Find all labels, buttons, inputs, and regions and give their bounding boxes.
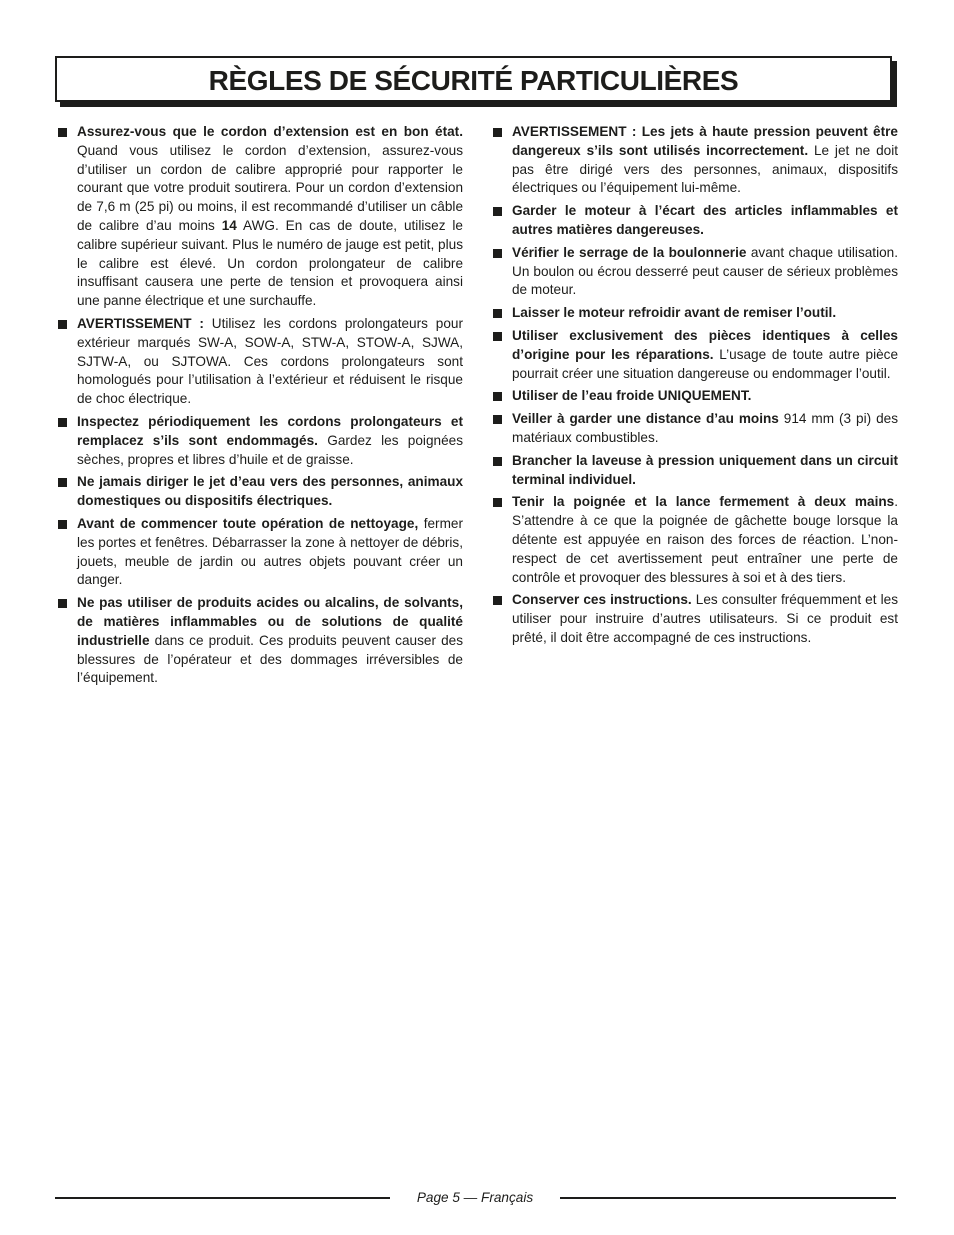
rule-body-text: avant chaque utilisation. Un boulon ou écrou desserré peut causer de sérieux problèmes de moteur. xyxy=(512,244,898,298)
footer-divider-right xyxy=(560,1197,896,1199)
rule-emphasis-text: Ne jamais diriger le jet d’eau vers des personnes, animaux domestiques ou dispositifs électriques. xyxy=(77,474,463,509)
rule-emphasis-text: Tenir la poignée et la lance fermement à deux mains xyxy=(512,494,895,510)
safety-rule-item xyxy=(58,515,463,590)
rule-body-text: Le jet ne doit pas être dirigé vers des personnes, animaux, dispositifs électriques ou l’équipement lui-même. xyxy=(512,142,899,196)
square-bullet-icon xyxy=(58,320,67,329)
square-bullet-icon xyxy=(58,128,67,137)
safety-rule-item xyxy=(58,123,463,311)
square-bullet-icon xyxy=(493,332,502,341)
square-bullet-icon xyxy=(493,596,502,605)
safety-rule-item xyxy=(493,327,898,383)
rule-emphasis-text: Brancher la laveuse à pression uniquement dans un circuit terminal individuel. xyxy=(512,452,898,487)
left-column-rules xyxy=(58,123,463,692)
rule-body-text: AWG. En cas de doute, utilisez le calibre supérieur suivant. Plus le numéro de jauge est petit, plus le calibre est élevé. Un cordon prolongateur de calibre insuffisant causera une perte de tension et provoquera ainsi une panne électrique et une surchauffe. xyxy=(77,217,463,309)
safety-rule-item xyxy=(493,123,898,198)
rule-emphasis-text: Utiliser de l’eau froide UNIQUEMENT. xyxy=(512,388,752,404)
square-bullet-icon xyxy=(493,457,502,466)
rule-emphasis-text: Avant de commencer toute opération de nettoyage, xyxy=(77,515,419,531)
rule-body-text: Utilisez les cordons prolongateurs pour extérieur marqués SW-A, SOW-A, STW-A, STOW-A, SJWA, SJTW-A, ou SJTOWA. Ces cordons prolongateurs sont homologués pour l’utilisation à l’extérieur et réduisent le risque de choc électrique. xyxy=(77,315,463,407)
square-bullet-icon xyxy=(58,520,67,529)
page-number-label: Page 5 — Français xyxy=(416,1190,534,1205)
square-bullet-icon xyxy=(58,418,67,427)
rule-emphasis-text: AVERTISSEMENT : Les jets à haute pression peuvent être dangereux s’ils sont utilisés incorrectement. xyxy=(512,124,898,158)
right-column-rules xyxy=(493,123,898,652)
rule-emphasis-text: Conserver ces instructions. xyxy=(512,592,692,608)
page-footer xyxy=(55,1188,896,1208)
safety-rule-item xyxy=(493,591,898,647)
section-title-box xyxy=(55,56,892,102)
safety-rule-item xyxy=(58,594,463,688)
square-bullet-icon xyxy=(493,249,502,258)
rule-emphasis-text: 14 xyxy=(221,217,237,233)
square-bullet-icon xyxy=(493,415,502,424)
square-bullet-icon xyxy=(493,128,502,137)
rule-emphasis-text: Inspectez périodiquement les cordons prolongateurs et remplacez s’ils sont endommagés. xyxy=(77,413,463,448)
square-bullet-icon xyxy=(493,392,502,401)
square-bullet-icon xyxy=(58,599,67,608)
safety-rule-item xyxy=(493,304,898,323)
safety-rule-item xyxy=(493,244,898,300)
rule-body-text: . S’attendre à ce que la poignée de gâchette bouge lorsque la détente est appuyée en raison des forces de réaction. L’non-respect de cet avertissement peut entraîner une perte de contrôle et provoquer des blessures à soi et à des tiers. xyxy=(512,494,898,585)
footer-divider-left xyxy=(55,1197,390,1199)
rule-body-text: 914 mm (3 pi) des matériaux combustibles. xyxy=(512,411,898,445)
page-title: RÈGLES DE SÉCURITÉ PARTICULIÈRES xyxy=(208,65,739,96)
safety-rule-item xyxy=(493,452,898,490)
safety-rule-item xyxy=(58,413,463,469)
safety-rule-item xyxy=(58,315,463,409)
rule-emphasis-text: AVERTISSEMENT : xyxy=(77,315,204,331)
safety-rule-item xyxy=(493,202,898,240)
rule-body-text: fermer les portes et fenêtres. Débarrasser la zone à nettoyer de débris, jouets, meuble de jardin ou autres objets pouvant créer un danger. xyxy=(77,515,463,588)
rule-emphasis-text: Laisser le moteur refroidir avant de remiser l’outil. xyxy=(512,305,837,321)
safety-rule-item xyxy=(493,387,898,406)
square-bullet-icon xyxy=(493,207,502,216)
rule-emphasis-text: Vérifier le serrage de la boulonnerie xyxy=(512,244,747,260)
rule-emphasis-text: Veiller à garder une distance d’au moins xyxy=(512,411,779,427)
rule-body-text: L’usage de toute autre pièce pourrait créer une situation dangereuse ou endommager l’outil. xyxy=(512,346,899,381)
rule-emphasis-text: Utiliser exclusivement des pièces identiques à celles d’origine pour les réparations. xyxy=(512,327,898,362)
rule-body-text: dans ce produit. Ces produits peuvent causer des blessures de l’opérateur et des dommages irréversibles de l’équipement. xyxy=(77,632,463,686)
safety-rule-item xyxy=(58,473,463,511)
rule-body-text: Gardez les poignées sèches, propres et libres d’huile et de graisse. xyxy=(77,432,463,467)
square-bullet-icon xyxy=(493,309,502,318)
square-bullet-icon xyxy=(493,498,502,507)
safety-rule-item xyxy=(493,410,898,448)
rule-emphasis-text: Ne pas utiliser de produits acides ou alcalins, de solvants, de matières inflammables ou de solutions de qualité industrielle xyxy=(77,595,463,648)
rule-emphasis-text: Garder le moteur à l’écart des articles inflammables et autres matières dangereuses. xyxy=(512,203,898,237)
square-bullet-icon xyxy=(58,478,67,487)
rule-body-text: Les consulter fréquemment et les utiliser pour instruire d’autres utilisateurs. Si ce produit est prêté, il doit être accompagné de ces instructions. xyxy=(512,592,898,645)
safety-rule-item xyxy=(493,493,898,587)
rule-body-text: Quand vous utilisez le cordon d’extension, assurez-vous d’utiliser un cordon de calibre approprié pour rapporter le courant que votre produit soutirera. Pour un cordon d’extension de 7,6 m (25 pi) ou moins, il est recommandé d’utiliser un câble de calibre d’au moins xyxy=(77,142,463,233)
rule-emphasis-text: Assurez-vous que le cordon d’extension est en bon état. xyxy=(77,124,463,139)
